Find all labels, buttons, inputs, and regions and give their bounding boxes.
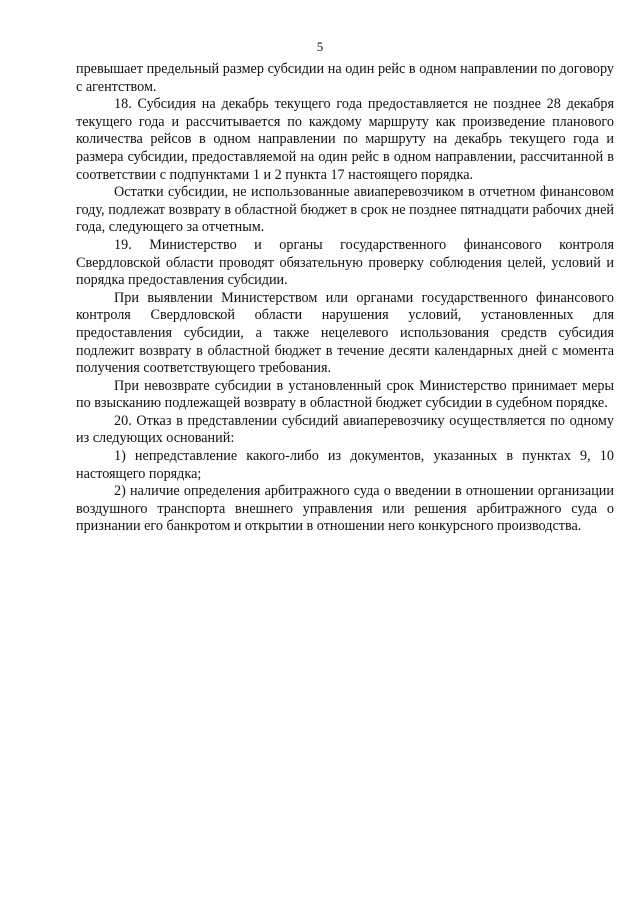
document-body — [76, 61, 614, 536]
page-number: 5 — [316, 39, 324, 54]
paragraph-subsidy-remainder: Остатки субсидии, не использованные авиаперевозчиком в отчетном финансовом году, подлежат возврату в областной бюджет в срок не позднее пятнадцати рабочих дней года, следующего за отчетным. — [76, 184, 614, 236]
paragraph-item-20: 20. Отказ в представлении субсидий авиаперевозчику осуществляется по одному из следующих оснований: — [76, 412, 614, 447]
paragraph-violation-return: При выявлении Министерством или органами государственного финансового контроля Свердловской области нарушения условий, установленных для предоставления субсидии, а также нецелевого использования средств субсидия подлежит возврату в областной бюджет в течение десяти календарных дней с момента получения соответствующего требования. — [76, 289, 614, 377]
paragraph-non-return: При невозврате субсидии в установленный срок Министерство принимает меры по взысканию подлежащей возврату в областной бюджет субсидии в судебном порядке. — [76, 377, 614, 412]
paragraph-item-19: 19. Министерство и органы государственного финансового контроля Свердловской области проводят обязательную проверку соблюдения целей, условий и порядка предоставления субсидии. — [76, 236, 614, 289]
paragraph-subitem-2: 2) наличие определения арбитражного суда о введении в отношении организации воздушного транспорта внешнего управления или решения арбитражного суда о признании его банкротом и открытии в отношении него конкурсного производства. — [76, 483, 614, 535]
paragraph-item-18: 18. Субсидия на декабрь текущего года предоставляется не позднее 28 декабря текущего года и рассчитывается по каждому маршруту как произведение планового количества рейсов в одном направлении по маршруту на декабрь текущего года и размера субсидии, предоставляемой на один рейс в одном направлении, рассчитанной в соответствии с подпунктами 1 и 2 пункта 17 настоящего порядка. — [76, 96, 614, 183]
paragraph-subitem-1: 1) непредставление какого-либо из документов, указанных в пунктах 9, 10 настоящего порядка; — [76, 448, 614, 482]
paragraph-continuation: превышает предельный размер субсидии на один рейс в одном направлении по договору с агентством. — [76, 61, 614, 95]
